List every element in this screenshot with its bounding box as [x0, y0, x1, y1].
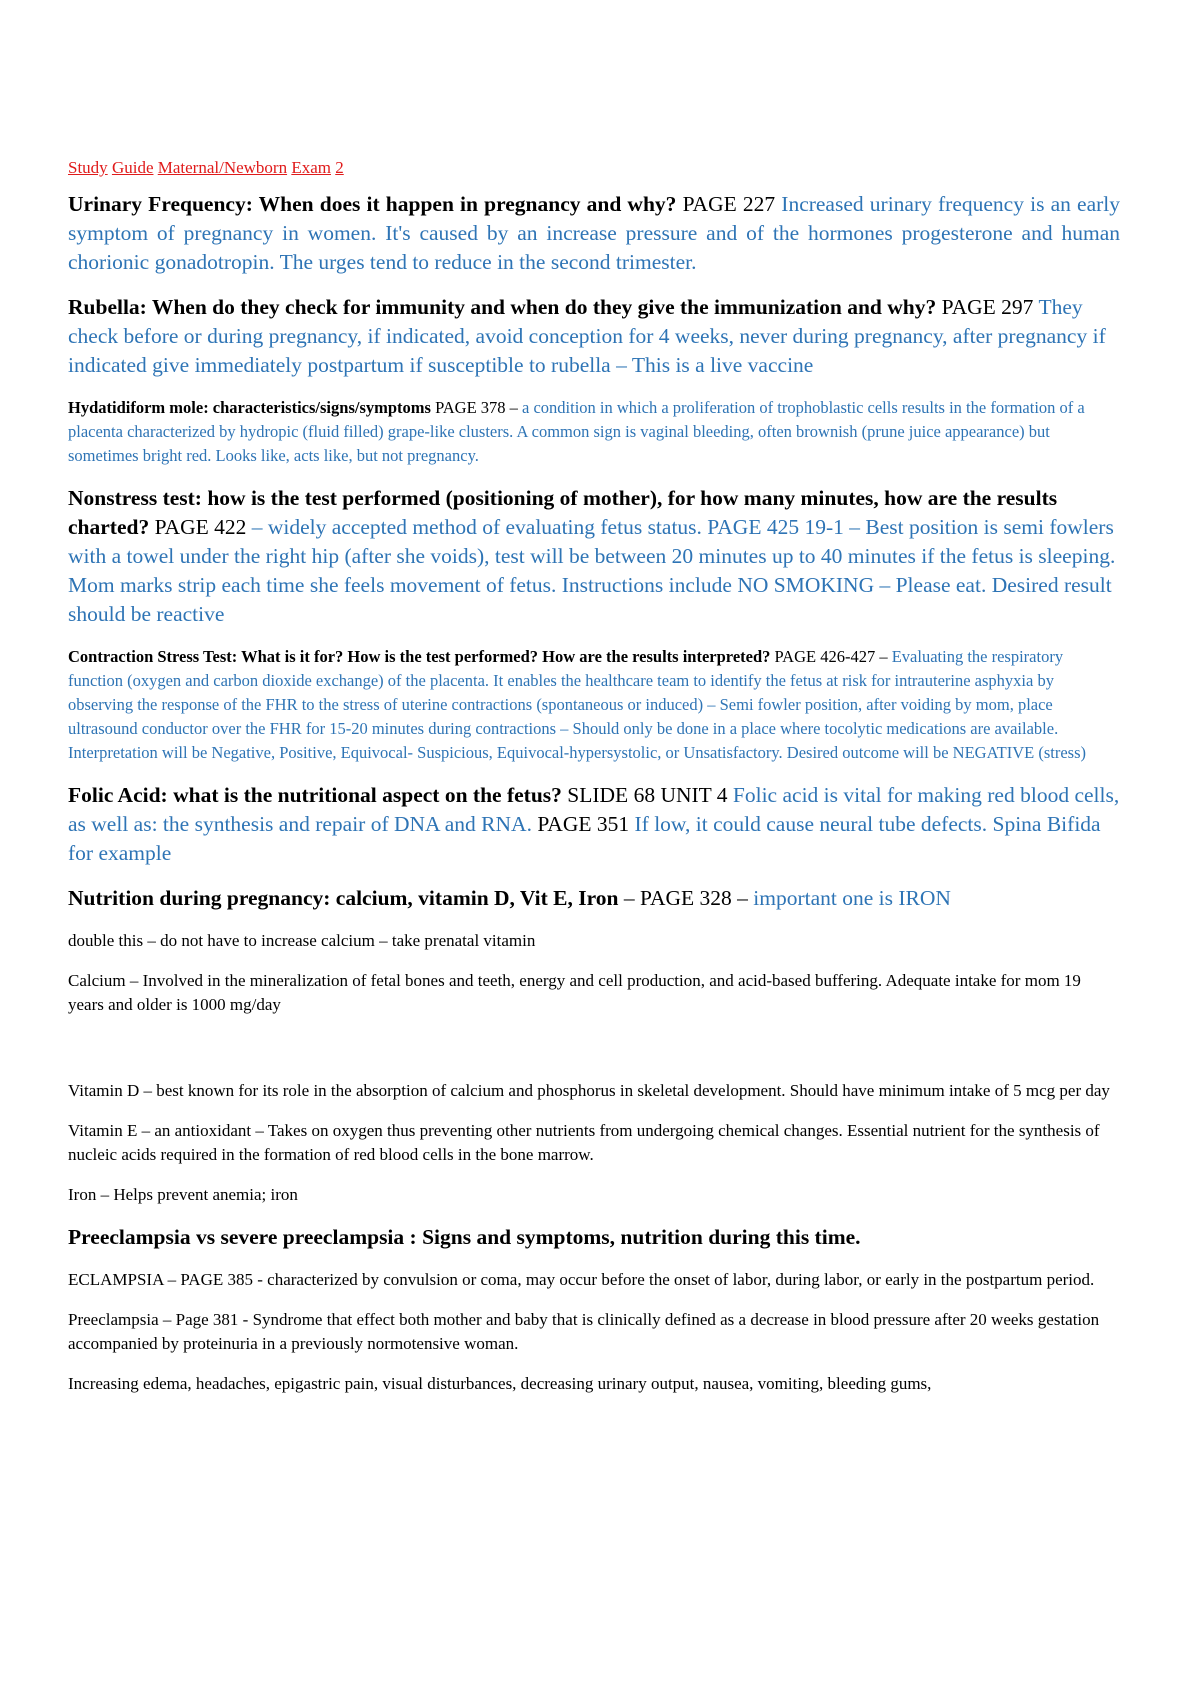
answer: Folic acid is vital for making red blood cells, as well as: the synthesis and repair of DNA and RNA. [68, 783, 1120, 836]
title-word: Guide [111, 158, 154, 177]
answer: They check before or during pregnancy, if indicated, avoid conception for 4 weeks, never during pregnancy, after pregnancy if indicated give immediately postpartum if susceptible to rubella – This is a live vaccine [68, 295, 1106, 377]
answer: – widely accepted method of evaluating fetus status. PAGE 425 19-1 – Best position is semi fowlers with a towel under the right hip (after she voids), test will be between 20 minutes up to 40 minutes if the fetus is sleeping. Mom marks strip each time she feels movement of fetus. Instructions include NO SMOKING – Please eat. Desired result should be reactive [68, 515, 1116, 626]
document-title [68, 158, 1120, 178]
question: Rubella: When do they check for immunity and when do they give the immunization and why? [68, 295, 937, 319]
page-ref: PAGE 378 – [430, 398, 523, 417]
page-ref: PAGE 422 [149, 515, 252, 539]
note-preeclampsia: Preeclampsia – Page 381 - Syndrome that effect both mother and baby that is clinically defined as a decrease in blood pressure after 20 weeks gestation accompanied by proteinuria in a previously normotensive woman. [68, 1310, 1100, 1353]
section-contraction-stress-test [68, 645, 1120, 765]
document-page [68, 158, 1120, 1412]
answer: important one is IRON [753, 886, 951, 910]
title-word: Exam [291, 158, 331, 177]
page-ref: PAGE 351 [531, 812, 635, 836]
question: Nutrition during pregnancy: calcium, vitamin D, Vit E, Iron [68, 886, 619, 910]
question: Preeclampsia vs severe preeclampsia : Signs and symptoms, nutrition during this time. [68, 1225, 861, 1249]
section-preeclampsia [68, 1223, 1120, 1252]
answer: a condition in which a proliferation of trophoblastic cells results in the formation of a placenta characterized by hydropic (fluid filled) grape-like clusters. A common sign is vaginal bleeding, often brownish (prune juice appearance) but sometimes bright red. Looks like, acts like, but not pregnancy. [68, 398, 1085, 465]
question: Urinary Frequency: When does it happen in pregnancy and why? [68, 192, 677, 216]
page-ref: PAGE 426-427 – [770, 647, 892, 666]
answer: Evaluating the respiratory function (oxygen and carbon dioxide exchange) of the placenta. It enables the healthcare team to identify the fetus at risk for intrauterine asphyxia by observing the response of the FHR to the stress of uterine contractions (spontaneous or induced) – Semi fowler position, after voiding by mom, place ultrasound conductor over the FHR for 15-20 minutes during contractions – Should only be done in a place where tocolytic medications are available. Interpretation will be Negative, Positive, Equivocal- Suspicious, Equivocal-hypersystolic, or Unsatisfactory. Desired outcome will be NEGATIVE (stress) [68, 647, 1087, 762]
section-urinary-frequency [68, 190, 1120, 277]
note-vitamin-d: Vitamin D – best known for its role in the absorption of calcium and phosphorus in skeletal development. Should have minimum intake of 5 mcg per day [68, 1081, 1110, 1100]
page-ref: – PAGE 328 – [618, 886, 754, 910]
question: Hydatidiform mole: characteristics/signs/symptoms [68, 398, 431, 417]
note-eclampsia: ECLAMPSIA – PAGE 385 - characterized by convulsion or coma, may occur before the onset of labor, during labor, or early in the postpartum period. [68, 1270, 1095, 1289]
note-vitamin-e: Vitamin E – an antioxidant – Takes on oxygen thus preventing other nutrients from undergoing chemical changes. Essential nutrient for the synthesis of nucleic acids required in the formation of red blood cells in the bone marrow. [68, 1121, 1100, 1164]
question: Folic Acid: what is the nutritional aspect on the fetus? [68, 783, 562, 807]
section-rubella [68, 293, 1120, 380]
title-word: Study [68, 158, 108, 177]
note-iron: Iron – Helps prevent anemia; iron [68, 1185, 298, 1204]
section-nutrition [68, 884, 1120, 913]
question: Nonstress test: how is the test performed (positioning of mother), for how many minutes, how are the results charted? [68, 486, 1058, 539]
page-ref: PAGE 227 [676, 192, 782, 216]
title-word: 2 [335, 158, 344, 177]
answer: If low, it could cause neural tube defects. Spina Bifida for example [68, 812, 1101, 865]
title-word: Maternal/Newborn [157, 158, 288, 177]
page-ref: PAGE 297 [936, 295, 1039, 319]
section-hydatidiform-mole [68, 396, 1120, 468]
section-nonstress-test [68, 484, 1120, 629]
note-double: double this – do not have to increase calcium – take prenatal vitamin [68, 931, 536, 950]
page-ref: SLIDE 68 UNIT 4 [561, 783, 733, 807]
note-calcium: Calcium – Involved in the mineralization of fetal bones and teeth, energy and cell production, and acid-based buffering. Adequate intake for mom 19 years and older is 1000 mg/day [68, 971, 1081, 1014]
section-folic-acid [68, 781, 1120, 868]
note-increasing: Increasing edema, headaches, epigastric pain, visual disturbances, decreasing urinary output, nausea, vomiting, bleeding gums, [68, 1374, 932, 1393]
answer: Increased urinary frequency is an early symptom of pregnancy in women. It's caused by an increase pressure and of the hormones progesterone and human chorionic gonadotropin. The urges tend to reduce in the second trimester. [68, 192, 1120, 274]
blank-space [68, 1033, 1120, 1079]
question: Contraction Stress Test: What is it for? How is the test performed? How are the results interpreted? [68, 647, 771, 666]
